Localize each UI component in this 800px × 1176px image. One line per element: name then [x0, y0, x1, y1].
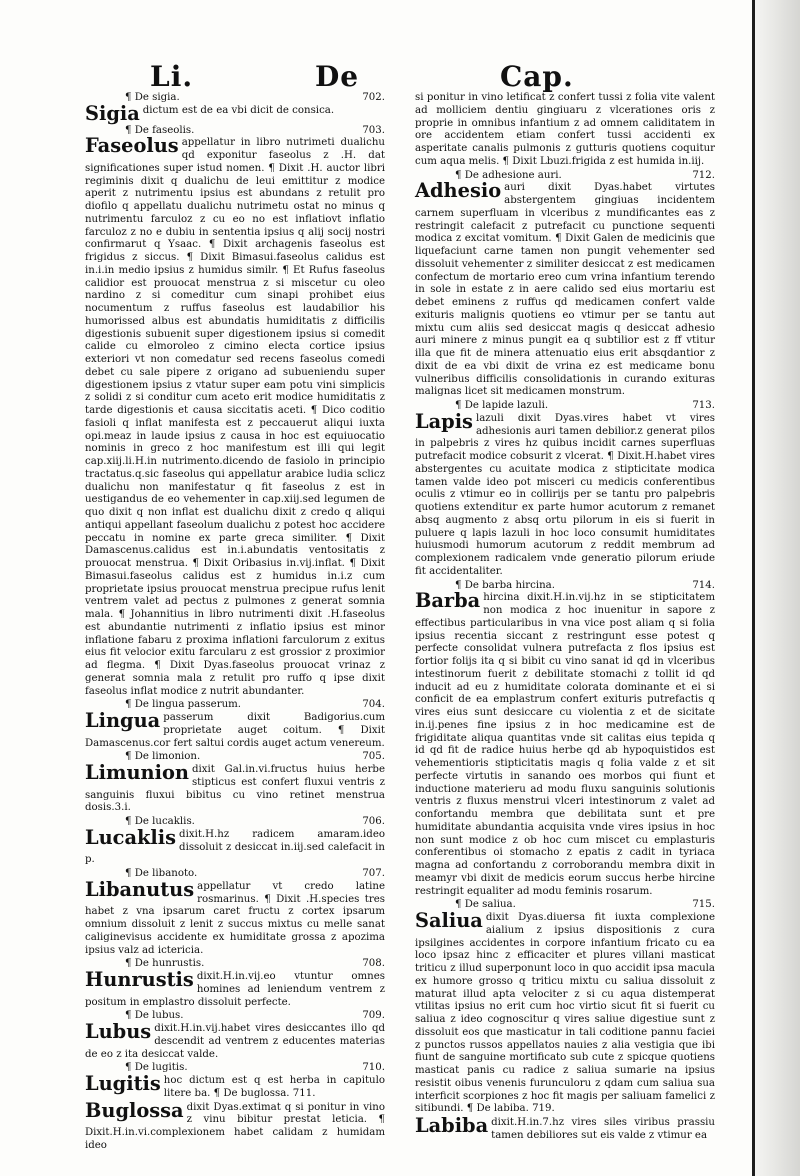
left-column — [85, 92, 385, 1154]
entry-number: 713. — [692, 400, 715, 411]
entry-subheading — [85, 751, 385, 764]
entry-number: 702. — [362, 92, 385, 103]
gutter-line — [752, 0, 755, 1176]
entry-number: 714. — [692, 579, 715, 591]
entry — [415, 170, 715, 400]
entry-body — [85, 761, 385, 815]
entry-body — [85, 1020, 385, 1061]
entry-body — [85, 134, 385, 698]
entry-body — [85, 1098, 385, 1153]
entry-text: dixit.H.in.7.hz vires siles viribus prassiu tamen debiliores sut eis valde z vtimur ea — [491, 1117, 715, 1141]
entry-subheading — [85, 958, 385, 971]
entry-text: dixit.H.hz radicem amaram.ideo dissoluit z desiccat in.iij.sed calefacit in p. — [85, 828, 385, 866]
entry-body — [85, 1072, 385, 1101]
entry-subheading — [415, 170, 715, 183]
entry-subheading — [85, 868, 385, 881]
subheading-text: ¶ De lugitis. — [125, 1062, 188, 1074]
entry-body — [415, 179, 715, 399]
entry-headword: Lingua — [85, 709, 161, 733]
entry-body — [415, 1114, 715, 1143]
subheading-text: ¶ De lapide lazuli. — [455, 400, 549, 411]
entry — [415, 899, 715, 1116]
entry-body — [85, 968, 385, 1009]
entry-headword: Limunion — [85, 761, 189, 785]
entry-text: dixit Gal.in.vi.fructus huius herbe stipticus est confert fluxui ventris z sanguinis fluxui bibitus cu vino retinet menstrua dosis.3.i. — [85, 764, 385, 814]
entry-headword: Lugitis — [85, 1072, 161, 1096]
entry — [85, 125, 385, 699]
entry-number: 704. — [362, 699, 385, 711]
entry-subheading — [85, 699, 385, 712]
entry — [85, 1062, 385, 1100]
entry — [85, 751, 385, 815]
adjacent-page-edge — [755, 0, 800, 1176]
entry-subheading — [415, 400, 715, 413]
entry-text: si ponitur in vino letificat z confert tussi z folia vite valent ad molliciem dentiu gingiuaru z vlcerationes oris z proprie in omnibus infantium z ad omnem caliditatem in ore accidentem etiam confert tussi accidenti ex asperitate canalis pulmonis z gutturis quotiens coquitur cum aqua melis. ¶ Dixit Lbuzi.frigida z est humida in.iij. — [415, 92, 715, 167]
entry-number: 706. — [362, 816, 385, 828]
entry — [85, 816, 385, 867]
subheading-text: ¶ De barba hircina. — [455, 579, 555, 591]
entry-number: 709. — [362, 1010, 385, 1022]
entry-text: lazuli dixit Dyas.vires habet vt vires adhesionis auri tamen debilior.z generat pilos in palpebris z vires hz quibus incidit carnes superfluas putrefacit modice cobsurit z vlcerat. ¶ Dixit.H.habet vires abstergentes cu acuitate modica z stipticitate modica tamen valde ideo pot misceri cu medicis conferentibus oculis z vtimur eo in collirijs per se tantu pro palpebris quotiens extenditur ex parte humor acutorum z remanet absq augmento z absq ortu pilorum in eis si fuerit in puluere q lapis lazuli in hoc loco consumit humiditates huiusmodi humorum acutorum z reddit membrum ad complexionem radicalem vnde generatio pilorum eriude fit accidentaliter. — [415, 412, 715, 577]
entry-subheading — [85, 125, 385, 138]
entry-text: dictum est de ea vbi dicit de consica. — [142, 104, 335, 116]
entry — [85, 868, 385, 957]
entry-body — [85, 101, 385, 125]
subheading-text: ¶ De libanoto. — [125, 868, 198, 880]
entry-body — [85, 709, 385, 750]
entry-text: passerum dixit Badigorius.cum proprietate auget coitum. ¶ Dixit Damascenus.cor fert saltui cordis auget actum venereum. — [85, 712, 385, 749]
entry — [85, 699, 385, 750]
entry-text: appellatur vt credo latine rosmarinus. ¶ Dixit .H.species tres habet z vna ipsarum caret fructu z cortex ipsarum omnium dissoluit z lenit z succus mixtus cu melle sanat caliginevisus accidente ex humiditate grossa z apozima ipsius valz ad ictericia. — [85, 880, 385, 956]
entry-headword: Hunrustis — [85, 968, 194, 992]
entry-text: dixit Dyas.extimat q si ponitur in vino z vinu bibitur prestat leticia. ¶ Dixit.H.in.vi.complexionem habet calidam z humidam ideo — [85, 1101, 385, 1151]
subheading-text: ¶ De sigia. — [125, 92, 180, 103]
running-head-left: Li. — [150, 60, 194, 93]
entry-number: 715. — [692, 899, 715, 911]
subheading-text: ¶ De lingua passerum. — [125, 699, 242, 711]
subheading-text: ¶ De hunrustis. — [125, 958, 205, 970]
entry-headword: Barba — [415, 589, 481, 613]
entry-body — [415, 409, 715, 579]
subheading-text: ¶ De faseolis. — [125, 124, 195, 136]
entry-text: dixit.H.in.vij.habet vires desiccantes illo qd descendit ad ventrem z educentes materias de eo z ita desiccat valde. — [85, 1023, 385, 1060]
running-head-right: Cap. — [500, 60, 574, 93]
entry-subheading — [85, 816, 385, 829]
entry-body — [85, 825, 385, 867]
entry-subheading — [85, 1010, 385, 1023]
entry-headword: Lucaklis — [85, 825, 177, 849]
right-column — [415, 92, 715, 1144]
entry-text: dixit.H.in.vij.eo vtuntur omnes homines ad leniendum ventrem z positum in emplastro dissoluit perfecte. — [85, 971, 385, 1008]
subheading-text: ¶ De saliua. — [455, 899, 516, 911]
entry — [85, 958, 385, 1009]
entry-number: 710. — [362, 1062, 385, 1074]
entry-headword: Faseolus — [85, 134, 179, 158]
entry — [85, 1098, 385, 1153]
entry-body — [415, 92, 715, 169]
entry-text: auri dixit Dyas.habet virtutes abstergentem gingiuas incidentem carnem superfluam in vlceribus z mundificantes eas z restringit calefacit z putrefacit cu punctione sequenti modica z excitat vomitum. ¶ Dixit Galen de medicinis que liquefaciunt carne tamen non pungit vehementer sed dissoluit vehementer z similiter desiccat z est medicamen confectum de mortario ereo cum vrina infantium terendo in sole in estate z in aere calido sed eius mortariu est debet eminens z ruffus qd medicamen confert valde exituris malignis quotiens eo vtimur per se tantu aut mixtu cum aliis sed desiccat magis q desiccat adhesio auri minere z minus pungit ea q subtilior est z ff vtitur illa que fit de minera attenuatio eius erit absqdantior z dixit de ea vbi dixit de vrina ez est medicame bonu vulneribus difficilis consolidationis in curando exituras malignas licet sit medicamen monstrum. — [415, 182, 715, 398]
entry-headword: Buglossa — [85, 1098, 184, 1122]
entry-text: dixit Dyas.diuersa fit iuxta complexione aialium z ipsius dispositionis z cura ipsilgines accidentes in corpore infantium fricato cu ea loco ipsaz hinc z efficaciter et plures villani masticat triticu z illud superponunt loco in quo accidit ipsa macula ex humore grosso q triticu mixtu cu saliua dissoluit z maturat illud apta velociter z si cu aqua distemperat vtilitas ipsius no erit cum hoc virtio sicut fit si fuerit cu saliua z ideo cognoscitur q vires saliue digestiue sunt z dissoluit eos que masticatur in tali coditione pannu faciei z punctos russos appellatos nauies z alia vestigia que ibi fiunt de sanguine mortificato sub cute z spicque quotiens masticat panis cu radice z saliua sumarie na ipsius resistit oibus venenis furunculoru z qdam cum saliua sua interficit scorpiones z hoc fit magis per saliuam famelici z sitibundi. ¶ De labiba. 719. — [415, 912, 715, 1115]
subheading-text: ¶ De lubus. — [125, 1010, 184, 1022]
entry-subheading — [85, 1062, 385, 1075]
entry-text: hircina dixit.H.in.vij.hz in se stipticitatem non modica z hoc inuenitur in sapore z effectibus particularibus in vna vice post aliam q si folia ipsius recentia siccant z restringunt esse potest q perfecte consolidat vulnera putrefacta z flos ipsius est fortior folijs ita q si bibit cu vino sanat id qd in vlceribus intestinorum fuerit z debilitate stomachi z tollit id qd inducit ad eu z humiditate colorata dominante et ei si conficit de ea emplastrum confert exituris putrefactis q vires eius sunt desiccare cu violentia z et de sicitate in.ij.penes fine ipsius z in hoc medicamine est de frigiditate aliqua quantitas vnde sit calitas eius tepida q id qd fit de radice huius herbe qd ab hypoquistidos est vehementioris stipticitatis magis q folia valde z et sit perfecte virtutis in sanando oes morbos qui fiunt et inductione materieru ad modu fluxu sanguinis solutionis ventris z fluxus menstrui vlceri intestinorum z valet ad confortandu membra que debilitata sunt et pre humiditate abundantia acquisita vnde vires ipsius in hoc non sunt modice z ob hoc cum miscet cu emplasturis conferentibus oi stomacho z epatis z cadit in tyriaca magna ad confortandu z corroborandu membra dixit in meamyr vbi dixit de medicis eorum succus herbe hircine restringit equaliter ad modu feminis rosarum. — [415, 592, 715, 897]
entry — [415, 580, 715, 899]
entry-headword: Lapis — [415, 409, 473, 433]
entry-headword: Labiba — [415, 1114, 489, 1137]
entry-body — [85, 877, 385, 958]
subheading-text: ¶ De adhesione auri. — [455, 169, 562, 181]
entry-headword: Libanutus — [85, 877, 195, 901]
subheading-text: ¶ De lucaklis. — [125, 816, 195, 828]
entry-headword: Saliua — [415, 909, 483, 932]
entry — [415, 92, 715, 169]
entry-subheading — [415, 580, 715, 593]
entry-number: 703. — [362, 124, 385, 136]
entry-number: 705. — [362, 751, 385, 763]
entry-body — [415, 589, 715, 898]
entry-number: 707. — [362, 868, 385, 880]
entry-number: 712. — [692, 169, 715, 181]
running-head-center: De — [315, 60, 360, 93]
entry-text: appellatur in libro nutrimeti dualichu qd exponitur faseolus z .H. dat significationes super istud nomen. ¶ Dixit .H. auctor libri regiminis dixit q dualichu de leui emittitur z modice aperit z nutrimentu ipsius est abundans z retulit pro diofilo q appellatu dualichu nutrimetu ostat no minus q nutrimentu farculoz z cu eo no est inflatiovt inflatio farculoz z no e dubiu in sententia ipsius q alij socij nostri confirmarut q Ysaac. ¶ Dixit archagenis faseolus est frigidus z siccus. ¶ Dixit Bimasui.faseolus calidus est in.i.in medio ipsius z humidus similr. ¶ Et Rufus faseolus calidior est prouocat menstrua z si miscetur cu oleo nardino z si comeditur cum sinapi prohibet eius nocumentum z ruffus faseolus est laudabilior his humorissed albus est abundatis humiditatis z difficilis digestionis subuenit super digestionem ipsius si comedit calide cu elmoroleo z cimino electa cortice ipsius exteriori vt non comedatur sed recens faseolus comedi debet cu sale pipere z origano ad subueniendu super digestionem ipsius z vtatur super eam potu vini simplicis z solidi z si conditur cum aceto erit modice humiditatis z tarde digestionis et causa siccitatis aceti. ¶ Dico coditio fasioli q inflat manifesta est z peccauerut aliqui iuxta opi.meaz in laude ipsius z causa in hoc est equiuocatio nominis in greco z hoc manifestum est illi qui legit cap.xiij.li.H.in nutrimento.dicendo de fasiolo in principio tractatus.q.sic faseolus qui appellatur arabice ludia sclicz dualichu non manifestatur q fit faseolus z est in uestigandus de eo vehementer in cap.xiij.sed legumen de quo dixit q non inflat est dualichu dixit z credo q aliqui antiqui appellant faseolum dualichu z potest hoc accidere peccatu in nomine ex parte greca similiter. ¶ Dixit Damascenus.calidus est in.i.abundatis ventositatis z prouocat menstrua. ¶ Dixit Oribasius in.vij.inflat. ¶ Dixit Bimasui.faseolus calidus est z humidus in.i.z cum proprietate ipsius prouocat menstrua precipue rufus lenit ventrem valet ad pectus z pulmones z generat somnia mala. ¶ Johannitius in libro nutrimenti dixit .H.faseolus est abundantie nutrimenti z inflatio ipsius est minor inflatione fabaru z proxima inflationi farculorum z exitus eius fit velocior exitu farcularu z est grossior z proximior ad flegma. ¶ Dixit Dyas.faseolus prouocat vrinaz z generat somnia mala z retulit pro ruffo q ipse dixit faseolus inflat modice z nutrit abundanter. — [85, 137, 385, 697]
entry-headword: Lubus — [85, 1020, 152, 1044]
entry-headword: Sigia — [85, 101, 140, 125]
entry-subheading — [85, 92, 385, 105]
entry — [415, 400, 715, 579]
entry — [85, 1010, 385, 1061]
entry-subheading — [415, 899, 715, 912]
entry-number: 708. — [362, 958, 385, 970]
entry-headword: Adhesio — [415, 179, 502, 203]
entry — [415, 1114, 715, 1143]
entry-text: hoc dictum est q est herba in capitulo litere ba. ¶ De buglossa. 711. — [163, 1075, 385, 1099]
subheading-text: ¶ De limonion. — [125, 751, 201, 763]
entry — [85, 92, 385, 124]
entry-body — [415, 909, 715, 1116]
